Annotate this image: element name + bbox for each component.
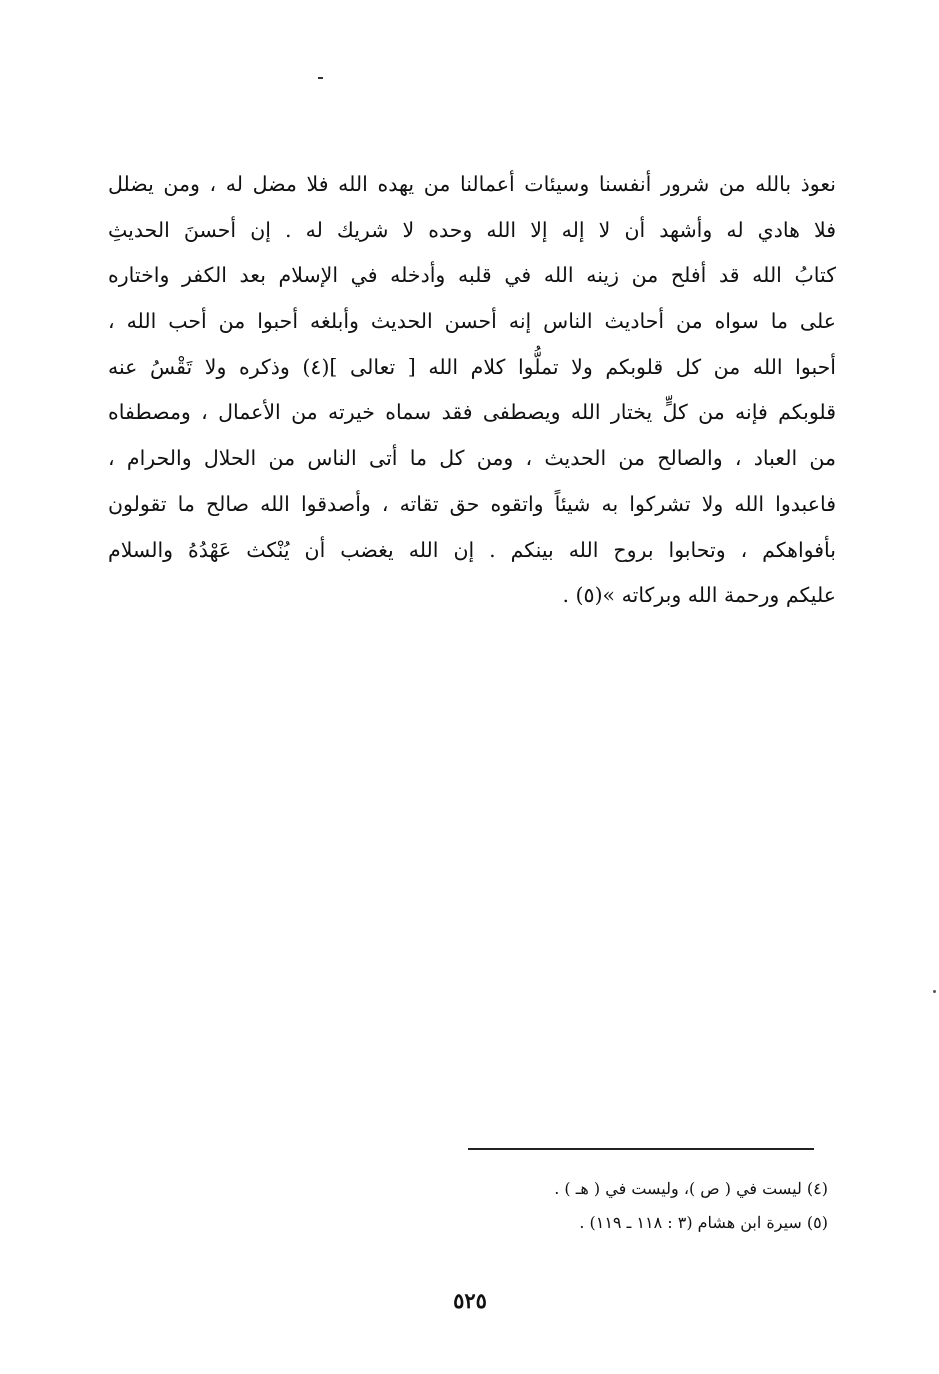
page-number: ٥٢٥ [453,1288,487,1313]
main-text-block [108,162,836,619]
text-line-8: فاعبدوا الله ولا تشركوا به شيئاً واتقوه حق تقاته ، وأصدقوا الله صالح ما تقولون [108,491,836,516]
footnote-separator [468,1148,814,1150]
text-line-10: عليكم ورحمة الله وبركاته »(٥) . [562,583,836,608]
text-line-9: بأفواهكم ، وتحابوا بروح الله بينكم . إن الله يغضب أن يُنْكث عَهْدُهُ والسلام [108,537,836,562]
text-line-4: على ما سواه من أحاديث الناس إنه أحسن الحديث وأبلغه أحبوا من أحب الله ، [108,309,836,334]
scan-edge-mark [933,990,936,993]
text-line-1: نعوذ بالله من شرور أنفسنا وسيئات أعمالنا من يهده الله فلا مضل له ، ومن يضلل [108,172,836,196]
text-line-3: كتابُ الله قد أفلح من زينه الله في قلبه وأدخله في الإسلام بعد الكفر واختاره [108,263,836,288]
text-line-7: من العباد ، والصالح من الحديث ، ومن كل ما أتى الناس من الحلال والحرام ، [108,446,836,471]
footnotes-block [468,1172,828,1240]
text-line-2: فلا هادي له وأشهد أن لا إله إلا الله وحده لا شريك له . إن أحسنَ الحديثِ [108,217,836,242]
footnote-4: (٤) ليست في ( ص )، وليست في ( هـ ) . [554,1179,828,1198]
scan-speck [318,77,323,79]
text-line-5: أحبوا الله من كل قلوبكم ولا تملُّوا كلام الله [ تعالى ](٤) وذكره ولا تَقْسُ عنه [108,354,836,379]
footnote-5: (٥) سيرة ابن هشام (٣ : ١١٨ ـ ١١٩) . [579,1213,828,1232]
text-line-6: قلوبكم فإنه من كلٍّ يختار الله ويصطفى فقد سماه خيرته من الأعمال ، ومصطفاه [108,400,836,425]
